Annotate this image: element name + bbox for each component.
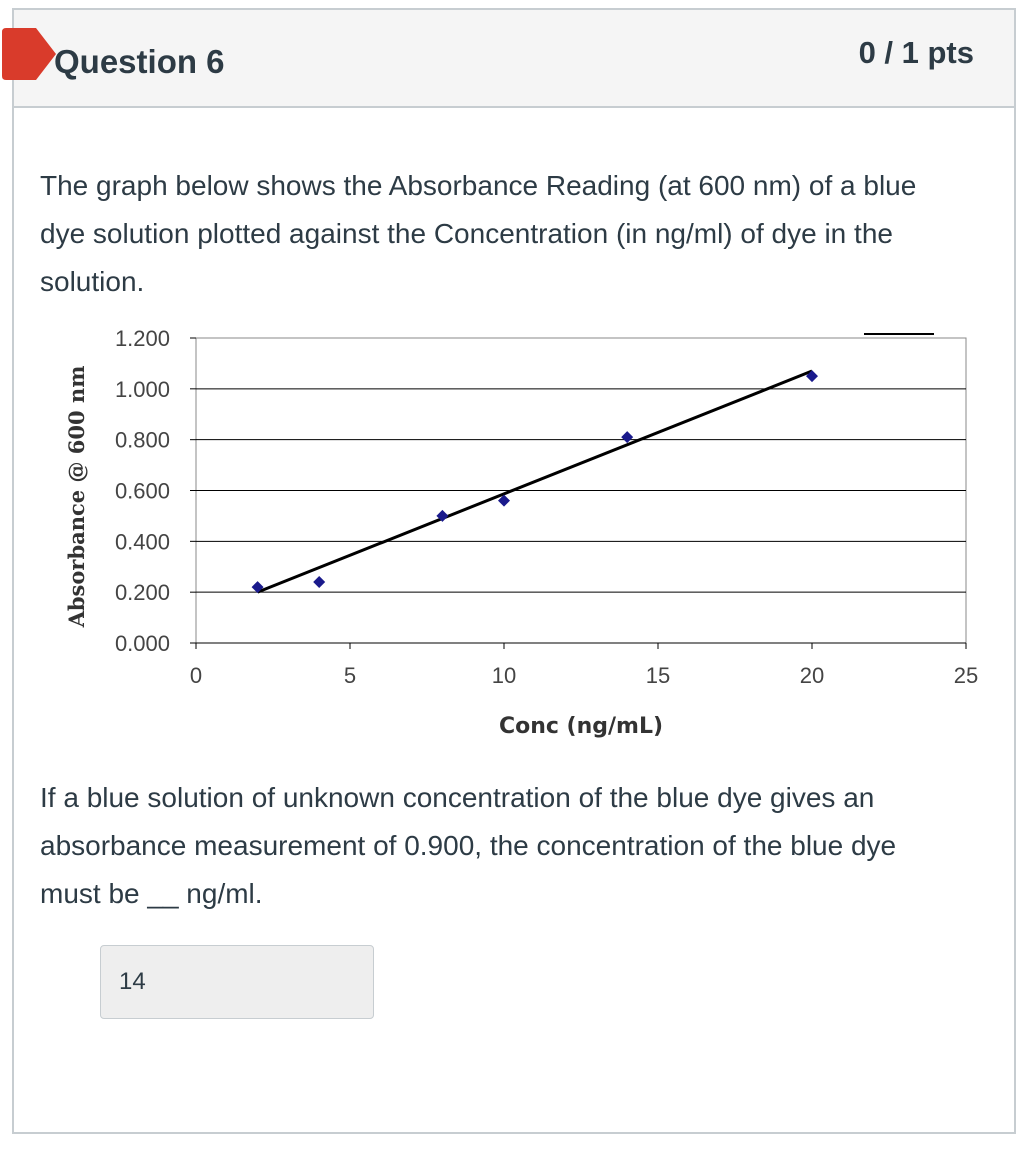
y-tick-label: 0.600 xyxy=(114,478,170,504)
absorbance-chart xyxy=(50,322,979,752)
y-tick-label: 0.200 xyxy=(114,580,170,606)
question-prompt: The graph below shows the Absorbance Reading (at 600 nm) of a blue dye solution plotted against the Concentration (in ng/ml) of dye in the solution. xyxy=(40,170,917,297)
y-tick-label: 0.800 xyxy=(114,427,170,453)
answer-field[interactable]: 14 xyxy=(100,945,374,1019)
question-points: 0 / 1 pts xyxy=(858,35,974,70)
flag-icon[interactable] xyxy=(2,28,56,80)
question-text: If a blue solution of unknown concentration of the blue dye gives an absorbance measurement of 0.900, the concentration of the blue dye must be __ ng/ml. xyxy=(40,782,897,909)
x-tick-label: 5 xyxy=(343,663,357,688)
y-tick-label: 0.400 xyxy=(114,529,170,555)
x-tick-label: 15 xyxy=(645,663,671,688)
x-tick-label: 10 xyxy=(491,663,517,688)
y-tick-label: 1.200 xyxy=(114,326,170,351)
x-tick-label: 0 xyxy=(189,663,203,688)
x-tick-label: 25 xyxy=(953,663,979,688)
question-title: Question 6 xyxy=(54,43,225,80)
question-header xyxy=(14,10,1014,108)
x-axis-label: Conc (ng/mL) xyxy=(498,714,664,739)
y-axis-label: Absorbance @ 600 nm xyxy=(64,365,89,628)
x-tick-label: 20 xyxy=(799,663,825,688)
y-tick-label: 0.000 xyxy=(114,631,170,656)
y-tick-label: 1.000 xyxy=(114,376,170,402)
